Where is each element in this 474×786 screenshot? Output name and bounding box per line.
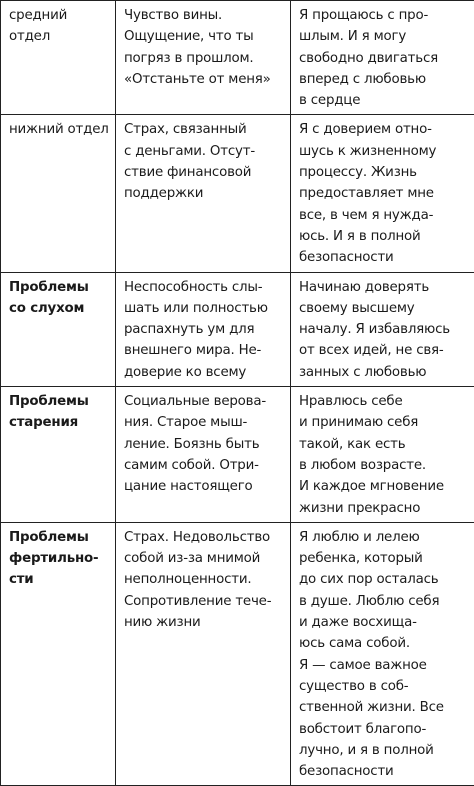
cause-line: шать или полностью [124, 298, 284, 319]
condition-line: средний [9, 5, 109, 26]
affirmation-line: безопасности [299, 761, 474, 782]
table-body [1, 1, 474, 786]
table-row [1, 272, 474, 386]
affirmation-line: шлым. И я могу [299, 26, 474, 47]
affirmation-line: юсь. И я в полной [299, 226, 474, 247]
affirmation-line: процессу. Жизнь [299, 162, 474, 183]
affirmation-cell [291, 387, 474, 523]
condition-line: сти [9, 569, 109, 590]
affirmation-line: началу. Я избавляюсь [299, 319, 474, 340]
cause-line: с деньгами. Отсут- [124, 141, 284, 162]
affirmation-line: и даже восхища- [299, 612, 474, 633]
affirmation-line: Я с доверием отно- [299, 119, 474, 140]
cause-line: собой из-за мнимой [124, 548, 284, 569]
cause-line: цание настоящего [124, 476, 284, 497]
affirmation-line: предоставляет мне [299, 183, 474, 204]
affirmation-line: ребенка, который [299, 548, 474, 569]
affirmation-line: Начинаю доверять [299, 277, 474, 298]
affirmation-line: ственной жизни. Все [299, 697, 474, 718]
table-row [1, 522, 474, 786]
affirmation-line: юсь сама собой. [299, 633, 474, 654]
affirmation-line: Нравлюсь себе [299, 391, 474, 412]
cause-line: Страх, связанный [124, 119, 284, 140]
cause-line: «Отстаньте от меня» [124, 69, 284, 90]
affirmation-line: в душе. Люблю себя [299, 591, 474, 612]
affirmation-line: жизни прекрасно [299, 498, 474, 519]
affirmation-line: Я — самое важное [299, 655, 474, 676]
affirmation-line: до сих пор осталась [299, 569, 474, 590]
affirmation-line: занных с любовью [299, 362, 474, 383]
condition-line: нижний отдел [9, 119, 109, 140]
affirmation-line: Я люблю и лелею [299, 527, 474, 548]
cause-line: нию жизни [124, 612, 284, 633]
cause-line: ния. Старое мыш- [124, 412, 284, 433]
cause-line: доверие ко всему [124, 362, 284, 383]
affirmation-line: вперед с любовью [299, 69, 474, 90]
cause-line: внешнего мира. Не- [124, 340, 284, 361]
condition-cell [1, 1, 116, 115]
affirmation-line: И каждое мгновение [299, 476, 474, 497]
condition-line: Проблемы [9, 527, 109, 548]
affirmation-line: вобстоит благопо- [299, 719, 474, 740]
cause-line: поддержки [124, 183, 284, 204]
table-row [1, 115, 474, 272]
condition-line: фертильно- [9, 548, 109, 569]
condition-cell [1, 115, 116, 272]
cause-line: Неспособность слы- [124, 277, 284, 298]
table-row [1, 1, 474, 115]
affirmation-line: шусь к жизненному [299, 141, 474, 162]
cause-cell [116, 115, 291, 272]
affirmation-cell [291, 115, 474, 272]
affirmation-line: в сердце [299, 90, 474, 111]
cause-cell [116, 1, 291, 115]
cause-line: ствие финансовой [124, 162, 284, 183]
cause-line: ление. Боязнь быть [124, 434, 284, 455]
cause-line: Социальные верова- [124, 391, 284, 412]
condition-cell [1, 387, 116, 523]
affirmation-line: Я прощаюсь с про- [299, 5, 474, 26]
cause-cell [116, 272, 291, 386]
cause-line: Ощущение, что ты [124, 26, 284, 47]
affirmation-line: существо в соб- [299, 676, 474, 697]
cause-line: неполноценности. [124, 569, 284, 590]
condition-line: Проблемы [9, 277, 109, 298]
cause-line: Страх. Недовольство [124, 527, 284, 548]
cause-line: самим собой. Отри- [124, 455, 284, 476]
affirmation-line: от всех идей, не свя- [299, 340, 474, 361]
affirmation-line: в любом возрасте. [299, 455, 474, 476]
affirmation-line: своему высшему [299, 298, 474, 319]
affirmation-cell [291, 522, 474, 786]
condition-line: со слухом [9, 298, 109, 319]
affirmation-cell [291, 272, 474, 386]
condition-line: Проблемы [9, 391, 109, 412]
cause-cell [116, 387, 291, 523]
cause-cell [116, 522, 291, 786]
affirmation-line: и принимаю себя [299, 412, 474, 433]
condition-line: отдел [9, 26, 109, 47]
affirmation-line: лучно, и я в полной [299, 740, 474, 761]
affirmation-line: безопасности [299, 247, 474, 268]
cause-line: Сопротивление тече- [124, 591, 284, 612]
cause-line: Чувство вины. [124, 5, 284, 26]
affirmation-cell [291, 1, 474, 115]
condition-cell [1, 272, 116, 386]
affirmation-line: свободно двигаться [299, 48, 474, 69]
condition-line: старения [9, 412, 109, 433]
cause-line: распахнуть ум для [124, 319, 284, 340]
condition-cell [1, 522, 116, 786]
table-row [1, 387, 474, 523]
cause-line: погряз в прошлом. [124, 48, 284, 69]
affirmation-line: все, в чем я нужда- [299, 205, 474, 226]
affirmation-line: такой, как есть [299, 434, 474, 455]
